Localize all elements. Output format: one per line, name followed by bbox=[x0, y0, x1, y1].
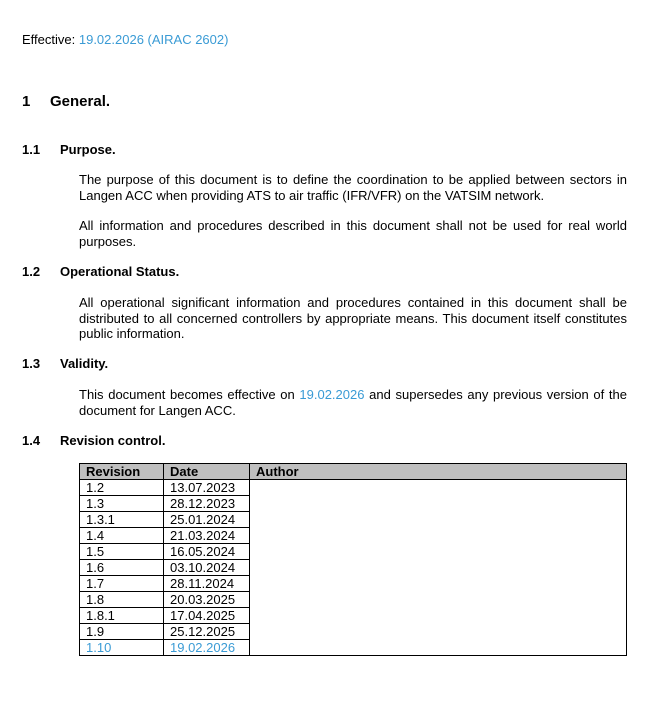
table-row bbox=[80, 544, 627, 560]
revision-cell: 1.3 bbox=[80, 496, 164, 512]
table-row bbox=[80, 624, 627, 640]
author-cell bbox=[250, 592, 627, 608]
author-cell bbox=[250, 560, 627, 576]
table-row bbox=[80, 608, 627, 624]
revision-cell: 1.7 bbox=[80, 576, 164, 592]
table-row bbox=[80, 528, 627, 544]
date-cell: 17.04.2025 bbox=[164, 608, 250, 624]
revision-cell: 1.5 bbox=[80, 544, 164, 560]
effective-date-line bbox=[22, 32, 228, 47]
subsection-title: Validity. bbox=[60, 356, 109, 371]
revision-header: Revision bbox=[80, 464, 164, 480]
revision-table-body bbox=[80, 480, 627, 656]
author-cell bbox=[250, 608, 627, 624]
subsection-title: Operational Status. bbox=[60, 264, 180, 279]
revision-cell: 1.3.1 bbox=[80, 512, 164, 528]
author-cell bbox=[250, 624, 627, 640]
date-cell: 13.07.2023 bbox=[164, 480, 250, 496]
author-cell bbox=[250, 480, 627, 496]
author-cell bbox=[250, 528, 627, 544]
subsection-number: 1.4 bbox=[22, 433, 41, 448]
subsection-number: 1.3 bbox=[22, 356, 41, 371]
date-cell: 19.02.2026 bbox=[164, 640, 250, 656]
author-cell bbox=[250, 496, 627, 512]
date-cell: 03.10.2024 bbox=[164, 560, 250, 576]
table-row bbox=[80, 560, 627, 576]
date-cell: 25.12.2025 bbox=[164, 624, 250, 640]
date-header: Date bbox=[164, 464, 250, 480]
table-row bbox=[80, 480, 627, 496]
table-row bbox=[80, 576, 627, 592]
revision-cell: 1.8 bbox=[80, 592, 164, 608]
date-cell: 28.12.2023 bbox=[164, 496, 250, 512]
subsection-heading-revision-control bbox=[22, 433, 165, 448]
table-row bbox=[80, 592, 627, 608]
effective-label: Effective: bbox=[22, 32, 76, 47]
subsection-number: 1.1 bbox=[22, 142, 41, 157]
author-cell bbox=[250, 544, 627, 560]
section-title: General. bbox=[50, 93, 111, 110]
revision-cell: 1.8.1 bbox=[80, 608, 164, 624]
subsection-heading-purpose bbox=[22, 142, 116, 157]
date-cell: 28.11.2024 bbox=[164, 576, 250, 592]
subsection-title: Purpose. bbox=[60, 142, 116, 157]
date-cell: 21.03.2024 bbox=[164, 528, 250, 544]
revision-cell: 1.6 bbox=[80, 560, 164, 576]
validity-date: 19.02.2026 bbox=[299, 387, 365, 402]
revision-table bbox=[79, 463, 627, 656]
revision-cell: 1.10 bbox=[80, 640, 164, 656]
effective-value: 19.02.2026 (AIRAC 2602) bbox=[78, 32, 229, 47]
revision-cell: 1.9 bbox=[80, 624, 164, 640]
purpose-paragraph-1: The purpose of this document is to define the coordination to be applied between sectors in Langen ACC when providing ATS to air traffic (IFR/VFR) on the VATSIM network. bbox=[79, 172, 627, 203]
subsection-number: 1.2 bbox=[22, 264, 41, 279]
operational-status-paragraph: All operational significant information and procedures contained in this document shall be distributed to all concerned controllers by appropriate means. This document itself constitutes public information. bbox=[79, 295, 627, 341]
revision-table-header-row bbox=[80, 464, 627, 480]
date-cell: 16.05.2024 bbox=[164, 544, 250, 560]
subsection-heading-operational-status bbox=[22, 264, 179, 279]
author-cell bbox=[250, 576, 627, 592]
validity-text-before: This document becomes effective on bbox=[79, 387, 295, 402]
table-row bbox=[80, 512, 627, 528]
date-cell: 20.03.2025 bbox=[164, 592, 250, 608]
table-row bbox=[80, 640, 627, 656]
section-heading-general bbox=[22, 93, 110, 110]
subsection-heading-validity bbox=[22, 356, 108, 371]
revision-cell: 1.2 bbox=[80, 480, 164, 496]
author-cell bbox=[250, 640, 627, 656]
subsection-title: Revision control. bbox=[60, 433, 166, 448]
validity-paragraph bbox=[79, 387, 627, 418]
revision-cell: 1.4 bbox=[80, 528, 164, 544]
author-header: Author bbox=[250, 464, 627, 480]
purpose-paragraph-2: All information and procedures described in this document shall not be used for real world purposes. bbox=[79, 218, 627, 249]
date-cell: 25.01.2024 bbox=[164, 512, 250, 528]
section-number: 1 bbox=[22, 93, 31, 110]
table-row bbox=[80, 496, 627, 512]
validity-text-after: and supersedes any previous version of the document for Langen ACC. bbox=[79, 387, 627, 418]
author-cell bbox=[250, 512, 627, 528]
